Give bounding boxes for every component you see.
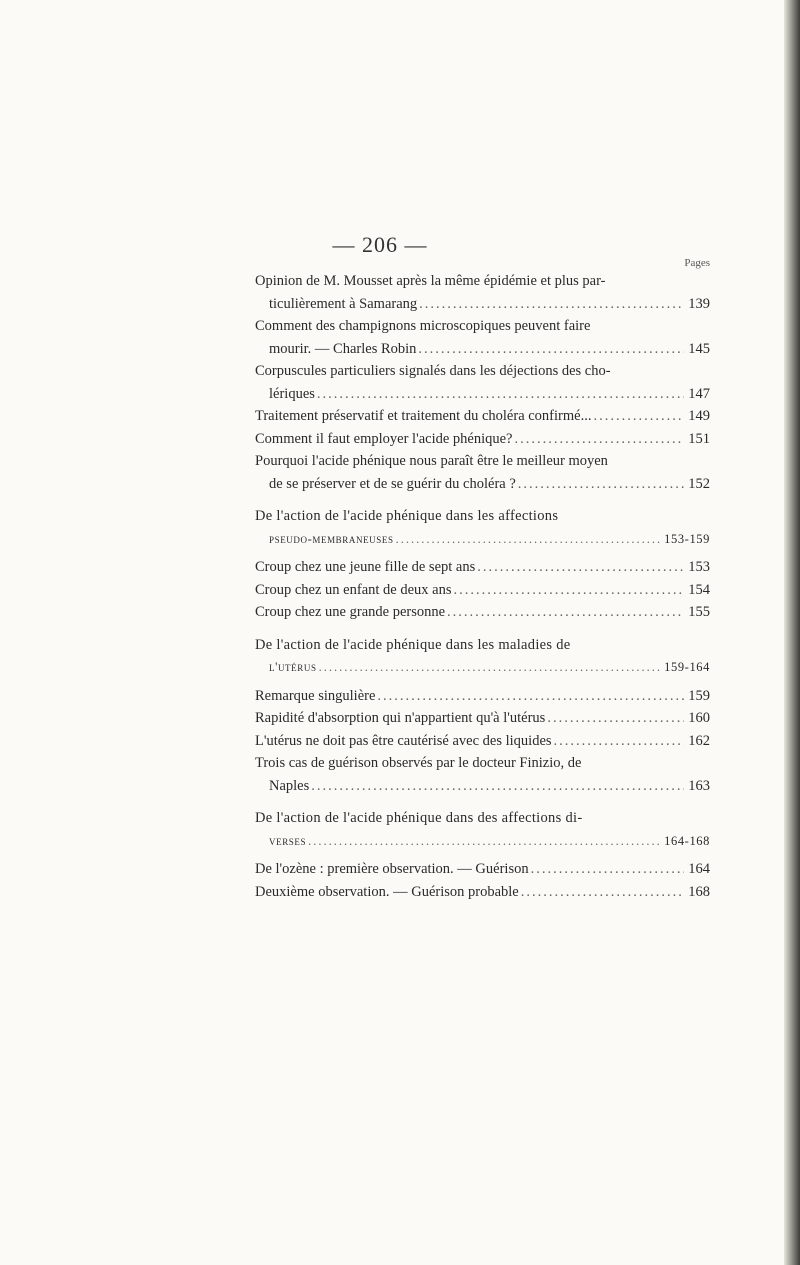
- toc-page-number: 159-164: [664, 660, 710, 674]
- section-gap: [255, 624, 710, 634]
- toc-page-number: 151: [688, 430, 710, 447]
- dot-leader: [311, 775, 684, 798]
- dot-leader: [518, 473, 684, 496]
- dot-leader: [317, 383, 684, 406]
- dot-leader: [419, 293, 684, 316]
- toc-entry-text: Croup chez une jeune fille de sept ans: [255, 559, 476, 575]
- section-gap: [255, 797, 710, 807]
- toc-body: [255, 270, 710, 903]
- section-gap: [255, 495, 710, 505]
- toc-entry: [255, 360, 710, 405]
- toc-section-heading: [255, 634, 710, 679]
- dot-leader: [554, 730, 684, 753]
- toc-entry: [255, 601, 710, 624]
- toc-page-number: 164-168: [664, 833, 710, 848]
- toc-page-number: 155: [688, 604, 710, 620]
- toc-page-number: 162: [688, 732, 710, 749]
- toc-entry: [255, 881, 710, 904]
- toc-page-number: 147: [688, 385, 710, 402]
- toc-entry-text: pseudo-membraneuses: [269, 531, 394, 546]
- toc-entry-text: mourir. — Charles Robin: [269, 340, 417, 357]
- toc-entry-text: Croup chez un enfant de deux ans: [255, 581, 452, 598]
- toc-entry-text: Remarque singulière: [255, 687, 376, 704]
- dot-leader: [396, 528, 663, 551]
- toc-entry-text: Trois cas de guérison observés par le docteur Finizio, de: [255, 755, 582, 771]
- toc-page-number: 145: [688, 340, 710, 357]
- dot-leader: [454, 579, 685, 602]
- toc-entry-text: lériques: [269, 385, 315, 402]
- toc-entry: [255, 707, 710, 730]
- toc-page-number: 163: [688, 777, 710, 794]
- toc-entry-text: verses: [269, 833, 307, 848]
- toc-entry: [255, 315, 710, 360]
- dot-leader: [547, 707, 684, 730]
- toc-entry-text: Opinion de M. Mousset après la même épidémie et plus par-: [255, 273, 606, 289]
- toc-entry: [255, 730, 710, 753]
- dot-leader: [477, 556, 684, 579]
- toc-entry: [255, 556, 710, 579]
- toc-entry-text: de se préserver et de se guérir du choléra ?: [269, 475, 516, 492]
- toc-entry: [255, 752, 710, 797]
- toc-page-number: 168: [688, 883, 710, 900]
- toc-entry-text: De l'action de l'acide phénique dans des affections di-: [255, 810, 583, 826]
- dot-leader: [308, 830, 662, 853]
- toc-entry-text: Rapidité d'absorption qui n'appartient qu'à l'utérus: [255, 710, 546, 726]
- toc-entry-text: Comment des champignons microscopiques peuvent faire: [255, 318, 591, 334]
- toc-page-number: 152: [688, 475, 710, 492]
- dot-leader: [447, 601, 684, 624]
- toc-entry: [255, 405, 710, 428]
- toc-entry-text: Corpuscules particuliers signalés dans les déjections des cho-: [255, 363, 611, 379]
- toc-entry-text: ticulièrement à Samarang: [269, 295, 418, 312]
- toc-entry-text: De l'ozène : première observation. — Guérison: [255, 861, 529, 877]
- page-edge: [784, 0, 800, 1265]
- toc-entry-text: l'utérus: [269, 660, 317, 674]
- dot-leader: [418, 338, 684, 361]
- toc-entry: [255, 858, 710, 881]
- toc-entry: [255, 579, 710, 602]
- toc-page-number: 139: [688, 295, 710, 312]
- toc-entry: [255, 450, 710, 495]
- toc-entry-text: De l'action de l'acide phénique dans les affections: [255, 508, 559, 524]
- toc-page-number: 154: [688, 581, 710, 598]
- toc-page-number: 153: [688, 559, 710, 575]
- toc-page-number: 149: [688, 408, 710, 424]
- dot-leader: [521, 881, 684, 904]
- toc-entry-text: Pourquoi l'acide phénique nous paraît être le meilleur moyen: [255, 453, 608, 469]
- toc-page-number: 159: [688, 687, 710, 704]
- pages-column-label: Pages: [684, 257, 710, 269]
- dot-leader: [593, 405, 684, 428]
- toc-section-heading: [255, 807, 710, 852]
- toc-entry-text: Traitement préservatif et traitement du choléra confirmé...: [255, 408, 592, 424]
- toc-entry: [255, 685, 710, 708]
- toc-entry-text: Croup chez une grande personne: [255, 604, 446, 620]
- toc-entry: [255, 428, 710, 451]
- toc-section-heading: [255, 505, 710, 550]
- toc-page-number: 160: [688, 710, 710, 726]
- table-of-contents: [255, 256, 710, 903]
- toc-entry-text: Comment il faut employer l'acide phénique?: [255, 430, 513, 447]
- dot-leader: [377, 685, 684, 708]
- dot-leader: [531, 858, 684, 881]
- toc-entry-text: Deuxième observation. — Guérison probable: [255, 883, 519, 900]
- toc-entry: [255, 270, 710, 315]
- dot-leader: [515, 428, 685, 451]
- toc-entry-text: Naples: [269, 777, 310, 794]
- toc-entry-text: De l'action de l'acide phénique dans les maladies de: [255, 636, 571, 653]
- toc-entry-text: L'utérus ne doit pas être cautérisé avec des liquides: [255, 732, 552, 749]
- toc-page-number: 164: [688, 861, 710, 877]
- toc-page-number: 153-159: [664, 531, 710, 546]
- page-number: — 206 —: [332, 232, 428, 257]
- dot-leader: [319, 656, 663, 679]
